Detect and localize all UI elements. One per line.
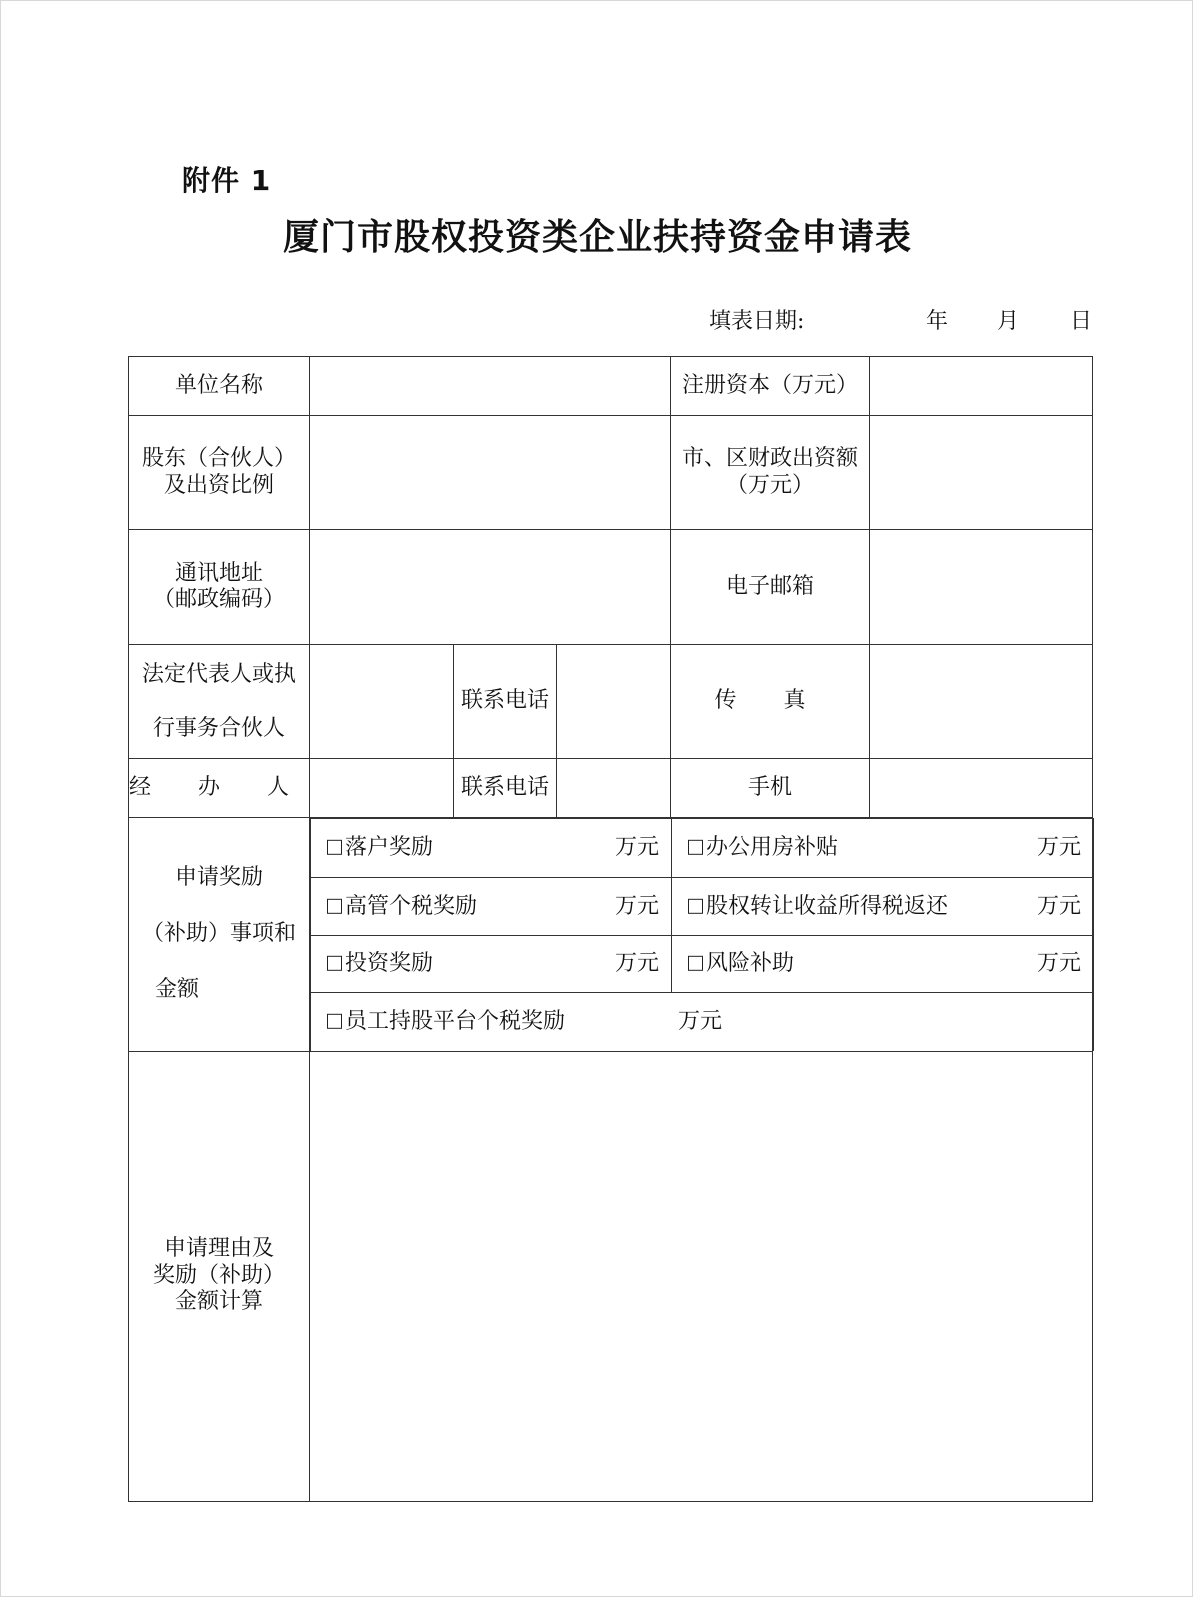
handler-label: 经 办 人 xyxy=(129,759,310,818)
reward-items-line2: （补助）事项和 xyxy=(141,921,296,947)
email-label: 电子邮箱 xyxy=(671,530,870,645)
reason-label-line1: 申请理由及 xyxy=(163,1236,274,1262)
registered-capital-field[interactable] xyxy=(870,357,1093,416)
reward-items-line1: 申请奖励 xyxy=(174,865,263,891)
checkbox-icon[interactable] xyxy=(688,840,703,855)
reward-items-inner-table xyxy=(310,818,1094,1051)
contact-phone-label: 联系电话 xyxy=(454,645,557,759)
fill-date-line xyxy=(1,304,1193,338)
unit-name-label: 单位名称 xyxy=(129,357,310,416)
reward-items-line3: 金额 xyxy=(155,977,200,1003)
reward-items-label xyxy=(129,818,310,1052)
shareholders-label-line1: 股东（合伙人） xyxy=(141,446,296,472)
reward-item-label: 股权转让收益所得税返还 xyxy=(706,893,949,919)
reward-item-unit: 万元 xyxy=(1036,950,1081,976)
contact-phone-2-field[interactable] xyxy=(557,759,671,818)
address-label xyxy=(129,530,310,645)
address-label-line2: （邮政编码） xyxy=(152,587,285,612)
reward-item-unit: 万元 xyxy=(678,1008,723,1034)
mobile-label: 手机 xyxy=(671,759,870,818)
reward-item-label: 落户奖励 xyxy=(345,834,434,860)
unit-name-field[interactable] xyxy=(310,357,671,416)
reward-item[interactable] xyxy=(672,878,1094,936)
reason-label-line3: 金额计算 xyxy=(174,1289,263,1315)
fax-field[interactable] xyxy=(870,645,1093,759)
legal-representative-line2: 行事务合伙人 xyxy=(152,715,285,741)
reward-item-unit: 万元 xyxy=(614,834,659,860)
checkbox-icon[interactable] xyxy=(327,898,342,913)
reward-item-label: 风险补助 xyxy=(706,950,795,976)
reason-field[interactable] xyxy=(310,1051,1093,1501)
reward-item[interactable] xyxy=(672,936,1094,993)
address-label-line1: 通讯地址 xyxy=(174,560,263,586)
reward-item-label: 高管个税奖励 xyxy=(345,893,478,919)
checkbox-icon[interactable] xyxy=(327,1014,342,1029)
fiscal-contribution-field[interactable] xyxy=(870,416,1093,530)
shareholders-label-line2: 及出资比例 xyxy=(163,472,274,498)
reward-item-unit: 万元 xyxy=(614,950,659,976)
legal-representative-field[interactable] xyxy=(310,645,454,759)
fiscal-contribution-line2: （万元） xyxy=(726,472,815,498)
reward-item-unit: 万元 xyxy=(1036,893,1081,919)
date-month-label: 月 xyxy=(997,309,1020,334)
registered-capital-label: 注册资本（万元） xyxy=(671,357,870,416)
checkbox-icon[interactable] xyxy=(688,956,703,971)
email-field[interactable] xyxy=(870,530,1093,645)
date-day-label: 日 xyxy=(1070,309,1093,334)
reward-item-label: 投资奖励 xyxy=(345,950,434,976)
fax-label: 传 真 xyxy=(671,645,870,759)
fiscal-contribution-line1: 市、区财政出资额 xyxy=(682,446,859,472)
contact-phone-field[interactable] xyxy=(557,645,671,759)
reason-label-line2: 奖励（补助） xyxy=(152,1262,285,1288)
fill-date-label: 填表日期: xyxy=(709,309,805,334)
reward-item[interactable] xyxy=(311,819,672,878)
address-field[interactable] xyxy=(310,530,671,645)
shareholders-label xyxy=(129,416,310,530)
annex-label: 附件 1 xyxy=(182,164,272,197)
reward-item[interactable] xyxy=(311,878,672,936)
reward-item[interactable] xyxy=(311,993,1094,1051)
contact-phone-2-label: 联系电话 xyxy=(454,759,557,818)
date-year-label: 年 xyxy=(926,309,949,334)
reward-item-unit: 万元 xyxy=(1036,834,1081,860)
legal-representative-label xyxy=(129,645,310,759)
reward-items-grid xyxy=(310,818,1093,1052)
checkbox-icon[interactable] xyxy=(327,956,342,971)
reason-label xyxy=(129,1051,310,1501)
reward-item-label: 员工持股平台个税奖励 xyxy=(345,1008,566,1034)
reward-item[interactable] xyxy=(311,936,672,993)
mobile-field[interactable] xyxy=(870,759,1093,818)
shareholders-field[interactable] xyxy=(310,416,671,530)
checkbox-icon[interactable] xyxy=(688,898,703,913)
reward-item[interactable] xyxy=(672,819,1094,878)
document-title: 厦门市股权投资类企业扶持资金申请表 xyxy=(282,216,912,258)
application-form-table xyxy=(128,356,1093,1502)
fiscal-contribution-label xyxy=(671,416,870,530)
reward-item-unit: 万元 xyxy=(614,893,659,919)
checkbox-icon[interactable] xyxy=(327,840,342,855)
legal-representative-line1: 法定代表人或执 xyxy=(141,661,296,687)
handler-field[interactable] xyxy=(310,759,454,818)
reward-item-label: 办公用房补贴 xyxy=(706,834,839,860)
